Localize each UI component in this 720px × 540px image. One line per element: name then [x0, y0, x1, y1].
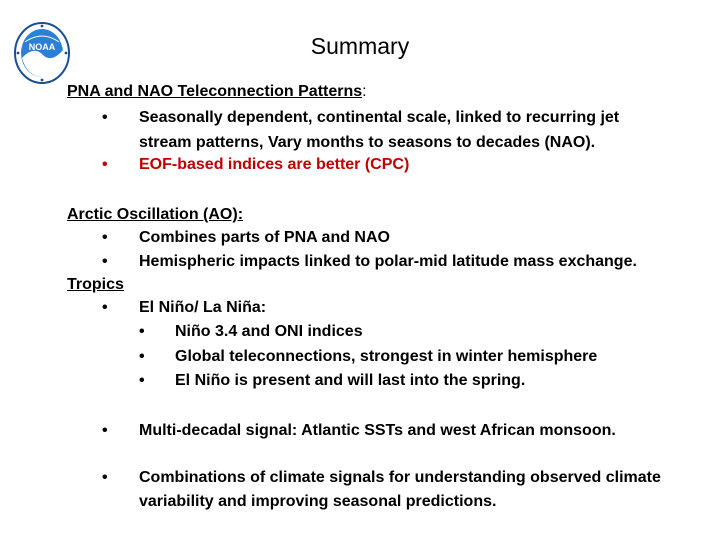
bullet-icon: • — [102, 156, 108, 173]
ao-bullet-2: Hemispheric impacts linked to polar-mid latitude mass exchange. — [139, 253, 637, 270]
tropics-sub-bullet-3: El Niño is present and will last into the spring. — [175, 372, 526, 389]
pna-bullet-1-line-1: Seasonally dependent, continental scale, linked to recurring jet — [139, 109, 620, 126]
bullet-icon: • — [139, 323, 145, 340]
bullet-icon: • — [139, 348, 145, 365]
bullet-icon: • — [102, 299, 108, 316]
tropics-sub-bullet-2: Global teleconnections, strongest in winter hemisphere — [175, 348, 598, 365]
pna-heading-colon: : — [362, 83, 367, 100]
bullet-icon: • — [102, 253, 108, 270]
tropics-sub-bullet-1: Niño 3.4 and ONI indices — [175, 323, 363, 340]
title-text: Summary — [310, 33, 410, 59]
ao-heading: Arctic Oscillation (AO): — [67, 206, 244, 223]
bullet-icon: • — [102, 109, 108, 126]
other-bullet-2-line-1: Combinations of climate signals for understanding observed climate — [139, 469, 661, 486]
pna-bullet-1-line-2: stream patterns, Vary months to seasons to decades (NAO). — [139, 134, 596, 151]
logo-text: NOAA — [28, 42, 56, 52]
other-bullet-2-line-2: variability and improving seasonal predictions. — [139, 493, 497, 510]
bullet-icon: • — [102, 229, 108, 246]
slide-title — [0, 31, 720, 61]
tropics-heading: Tropics — [67, 276, 124, 293]
other-bullet-1: Multi-decadal signal: Atlantic SSTs and west African monsoon. — [139, 422, 616, 439]
ao-bullet-1: Combines parts of PNA and NAO — [139, 229, 390, 246]
bullet-icon: • — [102, 469, 108, 486]
tropics-bullet-1: El Niño/ La Niña: — [139, 299, 267, 316]
pna-heading — [67, 81, 367, 103]
pna-heading-text: PNA and NAO Teleconnection Patterns — [67, 83, 363, 100]
pna-bullet-2: EOF-based indices are better (CPC) — [139, 156, 410, 173]
bullet-icon: • — [139, 372, 145, 389]
bullet-icon: • — [102, 422, 108, 439]
